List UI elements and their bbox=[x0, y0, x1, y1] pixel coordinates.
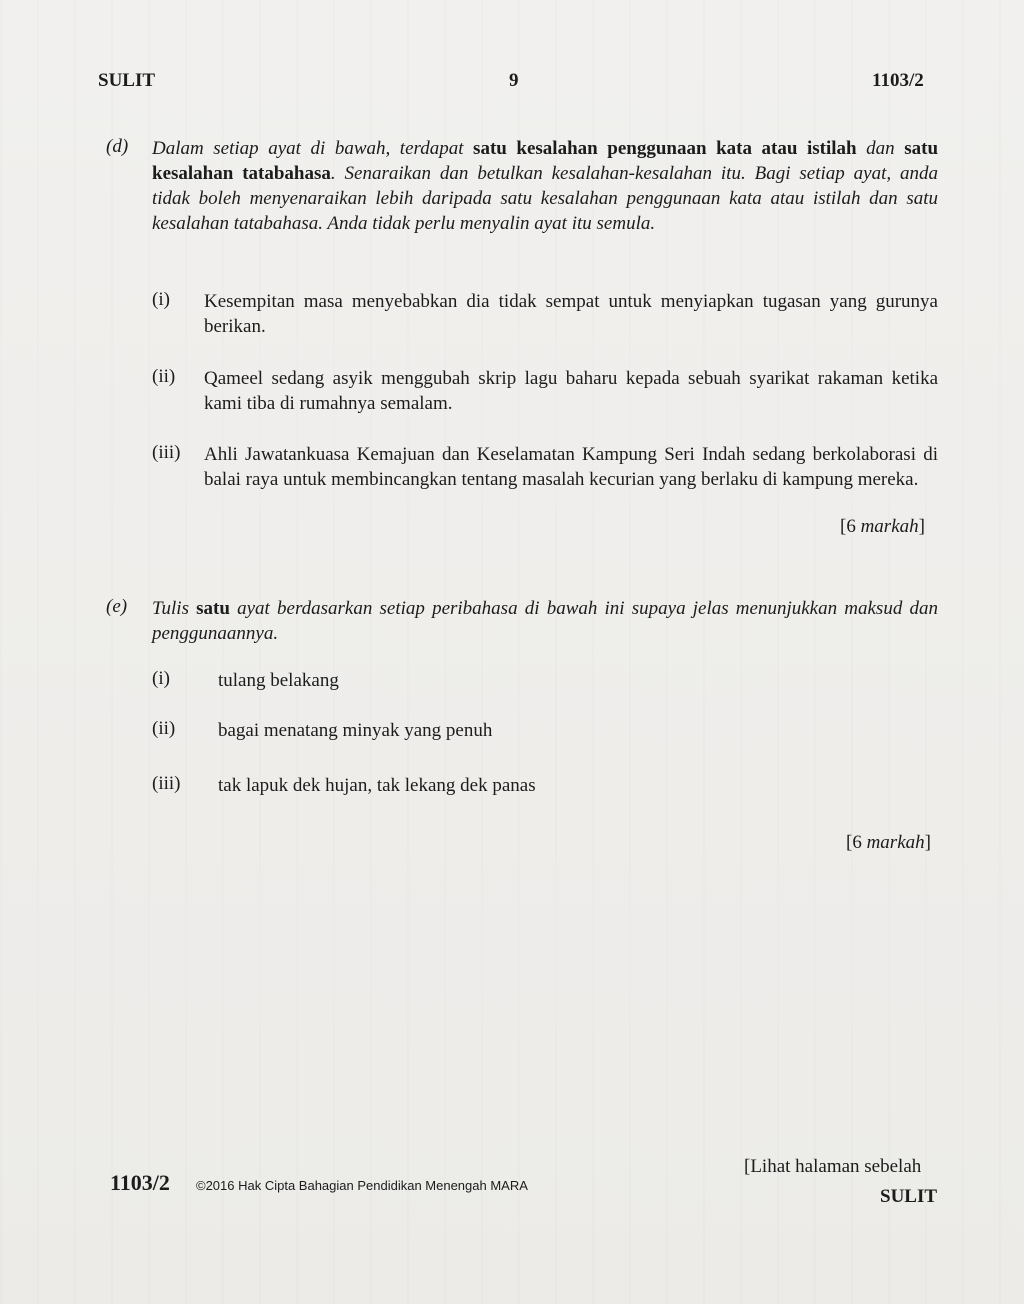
section-e-item-text: bagai menatang minyak yang penuh bbox=[218, 720, 493, 741]
section-d-marks bbox=[840, 516, 925, 538]
section-e-item-number: (i) bbox=[152, 668, 170, 689]
section-d-item-text: Qameel sedang asyik menggubah skrip lagu baharu kepada sebuah syarikat rakaman ketika kami tiba di rumahnya semalam. bbox=[204, 368, 938, 414]
section-e-instr-bold: satu bbox=[196, 598, 230, 619]
marks-word: markah bbox=[866, 832, 925, 853]
section-d-instr-bold2: satu kesalahan tatabahasa bbox=[152, 138, 939, 184]
section-d-item-number: (i) bbox=[152, 289, 170, 310]
section-e-instr-part2: ayat berdasarkan setiap peribahasa di bawah ini supaya jelas menunjukkan maksud dan penggunaannya. bbox=[152, 598, 938, 644]
marks-word: markah bbox=[860, 516, 919, 537]
section-e-marks bbox=[846, 832, 931, 854]
footer-next-page: [Lihat halaman sebelah bbox=[744, 1156, 922, 1177]
section-d-item-text: Ahli Jawatankuasa Kemajuan dan Keselamatan Kampung Seri Indah sedang berkolaborasi di balai raya untuk membincangkan tentang masalah kecurian yang berlaku di kampung mereka. bbox=[204, 444, 938, 490]
section-e-instr-part1: Tulis bbox=[152, 598, 189, 619]
page-number: 9 bbox=[509, 70, 519, 91]
header-classification: SULIT bbox=[98, 70, 156, 91]
section-d-instr-part3: . Senaraikan dan betulkan kesalahan-kesalahan itu. Bagi setiap ayat, anda tidak boleh menyenaraikan lebih daripada satu kesalahan penggunaan kata atau istilah dan satu kesalahan tatabahasa. Anda tidak perlu menyalin ayat itu semula. bbox=[152, 163, 938, 234]
section-d-instr-bold1: satu kesalahan penggunaan kata atau istilah bbox=[473, 138, 857, 159]
marks-close: ] bbox=[924, 832, 931, 853]
section-d-instr-part2: dan bbox=[866, 138, 895, 159]
marks-close: ] bbox=[918, 516, 925, 537]
footer-classification: SULIT bbox=[880, 1186, 938, 1207]
footer-paper-code: 1103/2 bbox=[110, 1170, 170, 1195]
section-e-label: (e) bbox=[106, 596, 128, 617]
section-e-item-text: tulang belakang bbox=[218, 670, 339, 691]
section-d-item-number: (ii) bbox=[152, 366, 176, 387]
footer-copyright: ©2016 Hak Cipta Bahagian Pendidikan Menengah MARA bbox=[196, 1178, 528, 1193]
marks-open: [6 bbox=[846, 832, 867, 853]
header-paper-code: 1103/2 bbox=[872, 70, 924, 91]
section-e-item-number: (ii) bbox=[152, 718, 176, 739]
marks-open: [6 bbox=[840, 516, 861, 537]
section-e-instructions bbox=[152, 596, 938, 646]
section-d-label: (d) bbox=[106, 136, 129, 157]
section-d-instructions bbox=[152, 136, 938, 236]
section-d-instr-part1: Dalam setiap ayat di bawah, terdapat bbox=[152, 138, 464, 159]
section-e-item-text: tak lapuk dek hujan, tak lekang dek panas bbox=[218, 775, 536, 796]
section-d-item-number: (iii) bbox=[152, 442, 181, 463]
section-e-item-number: (iii) bbox=[152, 773, 181, 794]
section-d-item-text: Kesempitan masa menyebabkan dia tidak sempat untuk menyiapkan tugasan yang gurunya berikan. bbox=[204, 291, 938, 337]
